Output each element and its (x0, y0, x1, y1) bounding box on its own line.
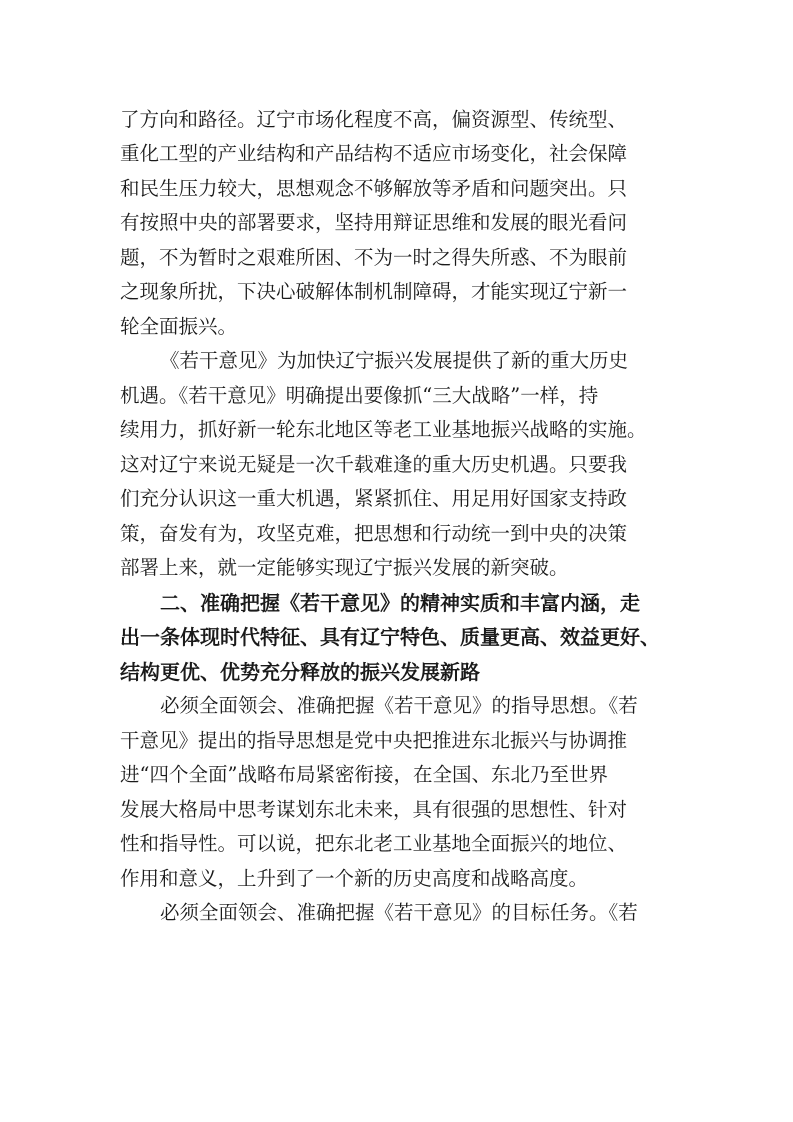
body-text-line: 续用力，抓好新一轮东北地区等老工业基地振兴战略的实施。 (120, 418, 647, 441)
body-text-line: 进“四个全面”战略布局紧密衔接，在全国、东北乃至世界 (120, 763, 608, 786)
section-heading-line: 出一条体现时代特征、具有辽宁特色、质量更高、效益更好、 (120, 625, 660, 649)
body-text-line: 机遇。《若干意见》明确提出要像抓“三大战略”一样，持 (120, 384, 599, 407)
body-text-line: 和民生压力较大，思想观念不够解放等矛盾和问题突出。只 (120, 177, 628, 200)
body-text-line: 这对辽宁来说无疑是一次千载难逢的重大历史机遇。只要我 (120, 453, 628, 476)
body-text-line: 发展大格局中思考谋划东北未来，具有很强的思想性、针对 (120, 798, 628, 821)
section-heading-line: 结构更优、优势充分释放的振兴发展新路 (120, 660, 480, 684)
body-text-line: 之现象所扰，下决心破解体制机制障碍，才能实现辽宁新一 (120, 280, 628, 303)
body-text-line: 有按照中央的部署要求，坚持用辩证思维和发展的眼光看问 (120, 211, 628, 234)
body-text-line: 了方向和路径。辽宁市场化程度不高，偏资源型、传统型、 (120, 108, 628, 131)
paragraph-first-line: 必须全面领会、准确把握《若干意见》的目标任务。《若 (160, 901, 638, 924)
body-text-line: 干意见》提出的指导思想是党中央把推进东北振兴与协调推 (120, 729, 628, 752)
body-text-line: 们充分认识这一重大机遇，紧紧抓住、用足用好国家支持政 (120, 487, 628, 510)
paragraph-first-line: 必须全面领会、准确把握《若干意见》的指导思想。《若 (160, 694, 638, 717)
paragraph-first-line: 《若干意见》为加快辽宁振兴发展提供了新的重大历史 (160, 349, 629, 372)
body-text-line: 轮全面振兴。 (120, 315, 238, 338)
body-text-line: 策，奋发有为，攻坚克难，把思想和行动统一到中央的决策 (120, 522, 628, 545)
body-text-line: 题，不为暂时之艰难所困、不为一时之得失所惑、不为眼前 (120, 246, 628, 269)
body-text-line: 性和指导性。可以说，把东北老工业基地全面振兴的地位、 (120, 832, 628, 855)
body-text-line: 部署上来，就一定能够实现辽宁振兴发展的新突破。 (120, 556, 569, 579)
body-text-line: 重化工型的产业结构和产品结构不适应市场变化，社会保障 (120, 142, 628, 165)
body-text-line: 作用和意义，上升到了一个新的历史高度和战略高度。 (120, 867, 589, 890)
section-heading-line: 二、准确把握《若干意见》的精神实质和丰富内涵，走 (160, 591, 640, 615)
